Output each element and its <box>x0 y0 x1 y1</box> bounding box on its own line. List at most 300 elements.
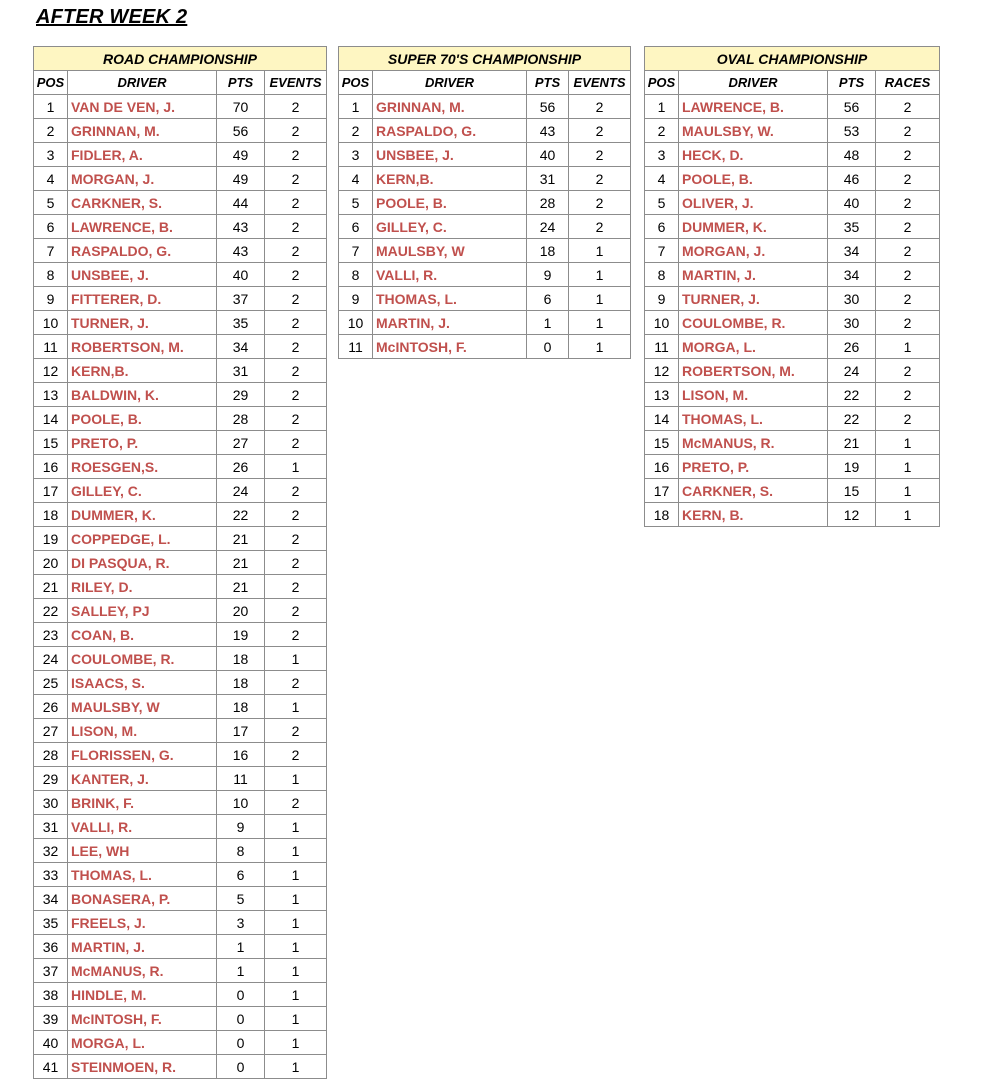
road-championship-table <box>33 46 327 1079</box>
driver-cell: DUMMER, K. <box>68 503 217 527</box>
pos-cell: 34 <box>34 887 68 911</box>
pos-cell: 7 <box>339 239 373 263</box>
table-row <box>34 431 327 455</box>
table-row <box>645 335 940 359</box>
events-cell: 2 <box>265 167 327 191</box>
table-row <box>34 599 327 623</box>
events-cell: 1 <box>265 455 327 479</box>
column-header-events: EVENTS <box>265 71 327 95</box>
races-cell: 2 <box>876 263 940 287</box>
events-cell: 1 <box>265 887 327 911</box>
pts-cell: 70 <box>217 95 265 119</box>
pos-cell: 24 <box>34 647 68 671</box>
events-cell: 2 <box>265 503 327 527</box>
pts-cell: 21 <box>828 431 876 455</box>
pts-cell: 6 <box>217 863 265 887</box>
driver-cell: GRINNAN, M. <box>68 119 217 143</box>
races-cell: 2 <box>876 215 940 239</box>
pos-cell: 19 <box>34 527 68 551</box>
races-cell: 2 <box>876 239 940 263</box>
table-row <box>34 1007 327 1031</box>
pos-cell: 5 <box>34 191 68 215</box>
pts-cell: 46 <box>828 167 876 191</box>
driver-cell: CARKNER, S. <box>68 191 217 215</box>
table-title: SUPER 70'S CHAMPIONSHIP <box>339 47 631 71</box>
driver-cell: RASPALDO, G. <box>68 239 217 263</box>
races-cell: 1 <box>876 455 940 479</box>
driver-cell: FITTERER, D. <box>68 287 217 311</box>
table-row <box>645 287 940 311</box>
driver-cell: POOLE, B. <box>679 167 828 191</box>
driver-cell: LEE, WH <box>68 839 217 863</box>
driver-cell: GRINNAN, M. <box>373 95 527 119</box>
events-cell: 1 <box>569 287 631 311</box>
pos-cell: 35 <box>34 911 68 935</box>
driver-cell: MORGA, L. <box>68 1031 217 1055</box>
pos-cell: 17 <box>645 479 679 503</box>
pos-cell: 10 <box>339 311 373 335</box>
table-row <box>34 455 327 479</box>
events-cell: 2 <box>265 383 327 407</box>
pts-cell: 49 <box>217 167 265 191</box>
driver-cell: HECK, D. <box>679 143 828 167</box>
pts-cell: 18 <box>217 647 265 671</box>
driver-cell: STEINMOEN, R. <box>68 1055 217 1079</box>
pos-cell: 32 <box>34 839 68 863</box>
table-row <box>645 215 940 239</box>
pts-cell: 10 <box>217 791 265 815</box>
pos-cell: 20 <box>34 551 68 575</box>
events-cell: 2 <box>265 575 327 599</box>
pos-cell: 38 <box>34 983 68 1007</box>
driver-cell: McMANUS, R. <box>679 431 828 455</box>
pts-cell: 48 <box>828 143 876 167</box>
pts-cell: 40 <box>217 263 265 287</box>
table-row <box>34 815 327 839</box>
pts-cell: 30 <box>828 311 876 335</box>
driver-cell: LISON, M. <box>68 719 217 743</box>
pts-cell: 16 <box>217 743 265 767</box>
driver-cell: MARTIN, J. <box>679 263 828 287</box>
pos-cell: 8 <box>645 263 679 287</box>
pos-cell: 9 <box>34 287 68 311</box>
table-row <box>645 503 940 527</box>
pts-cell: 27 <box>217 431 265 455</box>
pos-cell: 9 <box>645 287 679 311</box>
events-cell: 1 <box>265 983 327 1007</box>
column-header-pos: POS <box>645 71 679 95</box>
pos-cell: 28 <box>34 743 68 767</box>
driver-cell: ROBERTSON, M. <box>679 359 828 383</box>
driver-cell: TURNER, J. <box>68 311 217 335</box>
pos-cell: 4 <box>645 167 679 191</box>
events-cell: 2 <box>569 95 631 119</box>
pos-cell: 3 <box>645 143 679 167</box>
pts-cell: 44 <box>217 191 265 215</box>
pos-cell: 14 <box>34 407 68 431</box>
table-row <box>645 383 940 407</box>
table-row <box>645 191 940 215</box>
driver-cell: MORGAN, J. <box>68 167 217 191</box>
table-row <box>34 479 327 503</box>
pos-cell: 6 <box>34 215 68 239</box>
pos-cell: 29 <box>34 767 68 791</box>
driver-cell: RASPALDO, G. <box>373 119 527 143</box>
table-row <box>34 311 327 335</box>
events-cell: 1 <box>265 1055 327 1079</box>
pos-cell: 2 <box>34 119 68 143</box>
races-cell: 2 <box>876 383 940 407</box>
table-row <box>339 191 631 215</box>
pts-cell: 28 <box>527 191 569 215</box>
pts-cell: 56 <box>527 95 569 119</box>
pts-cell: 0 <box>217 1055 265 1079</box>
driver-cell: PRETO, P. <box>68 431 217 455</box>
table-row <box>34 119 327 143</box>
events-cell: 2 <box>265 479 327 503</box>
driver-cell: THOMAS, L. <box>373 287 527 311</box>
table-row <box>645 455 940 479</box>
pts-cell: 11 <box>217 767 265 791</box>
events-cell: 2 <box>265 527 327 551</box>
driver-cell: POOLE, B. <box>373 191 527 215</box>
table-row <box>34 551 327 575</box>
pts-cell: 31 <box>527 167 569 191</box>
driver-cell: BONASERA, P. <box>68 887 217 911</box>
pts-cell: 1 <box>527 311 569 335</box>
table-row <box>339 287 631 311</box>
table-row <box>645 119 940 143</box>
table-row <box>339 119 631 143</box>
column-header-pos: POS <box>34 71 68 95</box>
pts-cell: 9 <box>217 815 265 839</box>
driver-cell: LAWRENCE, B. <box>679 95 828 119</box>
pos-cell: 11 <box>645 335 679 359</box>
events-cell: 1 <box>265 839 327 863</box>
pos-cell: 21 <box>34 575 68 599</box>
column-header-pts: PTS <box>527 71 569 95</box>
column-header-driver: DRIVER <box>373 71 527 95</box>
pos-cell: 13 <box>34 383 68 407</box>
driver-cell: CARKNER, S. <box>679 479 828 503</box>
events-cell: 2 <box>265 191 327 215</box>
table-row <box>339 143 631 167</box>
driver-cell: BALDWIN, K. <box>68 383 217 407</box>
table-title: ROAD CHAMPIONSHIP <box>34 47 327 71</box>
driver-cell: DUMMER, K. <box>679 215 828 239</box>
table-row <box>339 167 631 191</box>
events-cell: 2 <box>265 671 327 695</box>
pos-cell: 10 <box>645 311 679 335</box>
pts-cell: 24 <box>527 215 569 239</box>
pos-cell: 41 <box>34 1055 68 1079</box>
pos-cell: 8 <box>339 263 373 287</box>
pts-cell: 21 <box>217 527 265 551</box>
events-cell: 1 <box>265 911 327 935</box>
races-cell: 1 <box>876 335 940 359</box>
pts-cell: 34 <box>828 239 876 263</box>
pts-cell: 18 <box>527 239 569 263</box>
pos-cell: 1 <box>339 95 373 119</box>
events-cell: 2 <box>265 791 327 815</box>
events-cell: 2 <box>265 743 327 767</box>
pts-cell: 22 <box>217 503 265 527</box>
table-row <box>34 623 327 647</box>
pos-cell: 11 <box>34 335 68 359</box>
pos-cell: 25 <box>34 671 68 695</box>
pos-cell: 18 <box>34 503 68 527</box>
events-cell: 2 <box>265 431 327 455</box>
driver-cell: MAULSBY, W <box>68 695 217 719</box>
races-cell: 2 <box>876 143 940 167</box>
driver-cell: MAULSBY, W. <box>679 119 828 143</box>
events-cell: 2 <box>569 167 631 191</box>
races-cell: 1 <box>876 431 940 455</box>
pos-cell: 3 <box>34 143 68 167</box>
pos-cell: 27 <box>34 719 68 743</box>
events-cell: 1 <box>569 335 631 359</box>
pts-cell: 18 <box>217 695 265 719</box>
table-row <box>34 935 327 959</box>
driver-cell: FIDLER, A. <box>68 143 217 167</box>
events-cell: 2 <box>265 311 327 335</box>
pos-cell: 37 <box>34 959 68 983</box>
pos-cell: 36 <box>34 935 68 959</box>
driver-cell: ROESGEN,S. <box>68 455 217 479</box>
pos-cell: 7 <box>645 239 679 263</box>
pts-cell: 26 <box>828 335 876 359</box>
table-row <box>645 311 940 335</box>
events-cell: 1 <box>569 263 631 287</box>
pts-cell: 15 <box>828 479 876 503</box>
events-cell: 2 <box>265 551 327 575</box>
table-row <box>339 215 631 239</box>
driver-cell: MAULSBY, W <box>373 239 527 263</box>
driver-cell: COAN, B. <box>68 623 217 647</box>
table-row <box>34 335 327 359</box>
table-row <box>34 887 327 911</box>
driver-cell: THOMAS, L. <box>68 863 217 887</box>
column-header-races: RACES <box>876 71 940 95</box>
pos-cell: 8 <box>34 263 68 287</box>
pts-cell: 6 <box>527 287 569 311</box>
driver-cell: FLORISSEN, G. <box>68 743 217 767</box>
pos-cell: 22 <box>34 599 68 623</box>
pts-cell: 22 <box>828 407 876 431</box>
driver-cell: McINTOSH, F. <box>373 335 527 359</box>
events-cell: 2 <box>569 119 631 143</box>
driver-cell: SALLEY, PJ <box>68 599 217 623</box>
driver-cell: UNSBEE, J. <box>373 143 527 167</box>
events-cell: 2 <box>569 143 631 167</box>
table-row <box>34 383 327 407</box>
table-row <box>645 407 940 431</box>
pts-cell: 53 <box>828 119 876 143</box>
driver-cell: KERN,B. <box>68 359 217 383</box>
table-row <box>34 1031 327 1055</box>
table-row <box>34 647 327 671</box>
driver-cell: RILEY, D. <box>68 575 217 599</box>
pos-cell: 30 <box>34 791 68 815</box>
pts-cell: 0 <box>217 983 265 1007</box>
table-row <box>34 143 327 167</box>
driver-cell: PRETO, P. <box>679 455 828 479</box>
pos-cell: 5 <box>339 191 373 215</box>
table-row <box>645 359 940 383</box>
table-row <box>645 263 940 287</box>
pos-cell: 12 <box>34 359 68 383</box>
table-row <box>34 407 327 431</box>
table-row <box>645 431 940 455</box>
column-header-driver: DRIVER <box>68 71 217 95</box>
events-cell: 2 <box>265 287 327 311</box>
events-cell: 1 <box>265 959 327 983</box>
events-cell: 2 <box>569 191 631 215</box>
driver-cell: KANTER, J. <box>68 767 217 791</box>
table-row <box>339 335 631 359</box>
pos-cell: 31 <box>34 815 68 839</box>
pts-cell: 43 <box>527 119 569 143</box>
driver-cell: MARTIN, J. <box>68 935 217 959</box>
pos-cell: 40 <box>34 1031 68 1055</box>
events-cell: 1 <box>265 863 327 887</box>
pos-cell: 16 <box>34 455 68 479</box>
pts-cell: 8 <box>217 839 265 863</box>
table-row <box>339 239 631 263</box>
pts-cell: 37 <box>217 287 265 311</box>
table-row <box>34 1055 327 1079</box>
pos-cell: 4 <box>34 167 68 191</box>
table-row <box>34 359 327 383</box>
pos-cell: 6 <box>339 215 373 239</box>
races-cell: 2 <box>876 119 940 143</box>
events-cell: 2 <box>265 359 327 383</box>
events-cell: 2 <box>265 95 327 119</box>
events-cell: 2 <box>265 239 327 263</box>
pts-cell: 19 <box>828 455 876 479</box>
events-cell: 2 <box>265 215 327 239</box>
pts-cell: 21 <box>217 551 265 575</box>
table-row <box>645 239 940 263</box>
table-row <box>34 167 327 191</box>
pts-cell: 28 <box>217 407 265 431</box>
table-row <box>34 575 327 599</box>
races-cell: 2 <box>876 359 940 383</box>
races-cell: 2 <box>876 167 940 191</box>
races-cell: 2 <box>876 287 940 311</box>
pts-cell: 0 <box>527 335 569 359</box>
table-row <box>34 95 327 119</box>
events-cell: 1 <box>265 935 327 959</box>
pos-cell: 2 <box>339 119 373 143</box>
table-row <box>34 767 327 791</box>
table-row <box>34 695 327 719</box>
table-row <box>34 719 327 743</box>
pos-cell: 2 <box>645 119 679 143</box>
driver-cell: POOLE, B. <box>68 407 217 431</box>
pts-cell: 17 <box>217 719 265 743</box>
pos-cell: 9 <box>339 287 373 311</box>
driver-cell: FREELS, J. <box>68 911 217 935</box>
events-cell: 1 <box>265 647 327 671</box>
driver-cell: COULOMBE, R. <box>679 311 828 335</box>
pts-cell: 9 <box>527 263 569 287</box>
pts-cell: 49 <box>217 143 265 167</box>
driver-cell: MORGAN, J. <box>679 239 828 263</box>
pts-cell: 0 <box>217 1007 265 1031</box>
pos-cell: 5 <box>645 191 679 215</box>
pts-cell: 1 <box>217 959 265 983</box>
pts-cell: 30 <box>828 287 876 311</box>
table-row <box>34 983 327 1007</box>
column-header-pos: POS <box>339 71 373 95</box>
driver-cell: GILLEY, C. <box>373 215 527 239</box>
pts-cell: 40 <box>828 191 876 215</box>
events-cell: 1 <box>569 239 631 263</box>
pts-cell: 19 <box>217 623 265 647</box>
driver-cell: KERN,B. <box>373 167 527 191</box>
events-cell: 2 <box>265 119 327 143</box>
races-cell: 2 <box>876 191 940 215</box>
pts-cell: 35 <box>217 311 265 335</box>
pts-cell: 22 <box>828 383 876 407</box>
driver-cell: GILLEY, C. <box>68 479 217 503</box>
events-cell: 1 <box>265 1007 327 1031</box>
pos-cell: 11 <box>339 335 373 359</box>
pos-cell: 13 <box>645 383 679 407</box>
events-cell: 2 <box>265 143 327 167</box>
driver-cell: OLIVER, J. <box>679 191 828 215</box>
oval-championship-table <box>644 46 940 527</box>
driver-cell: McINTOSH, F. <box>68 1007 217 1031</box>
pos-cell: 15 <box>645 431 679 455</box>
pos-cell: 17 <box>34 479 68 503</box>
table-row <box>645 143 940 167</box>
table-row <box>645 95 940 119</box>
pts-cell: 20 <box>217 599 265 623</box>
driver-cell: MORGA, L. <box>679 335 828 359</box>
driver-cell: THOMAS, L. <box>679 407 828 431</box>
events-cell: 2 <box>569 215 631 239</box>
column-header-driver: DRIVER <box>679 71 828 95</box>
driver-cell: VAN DE VEN, J. <box>68 95 217 119</box>
table-row <box>34 527 327 551</box>
table-title: OVAL CHAMPIONSHIP <box>645 47 940 71</box>
table-row <box>34 911 327 935</box>
column-header-pts: PTS <box>217 71 265 95</box>
events-cell: 1 <box>265 695 327 719</box>
driver-cell: ISAACS, S. <box>68 671 217 695</box>
pts-cell: 0 <box>217 1031 265 1055</box>
pos-cell: 6 <box>645 215 679 239</box>
table-row <box>339 263 631 287</box>
races-cell: 1 <box>876 479 940 503</box>
events-cell: 1 <box>569 311 631 335</box>
driver-cell: BRINK, F. <box>68 791 217 815</box>
pos-cell: 14 <box>645 407 679 431</box>
races-cell: 2 <box>876 311 940 335</box>
pts-cell: 40 <box>527 143 569 167</box>
driver-cell: VALLI, R. <box>373 263 527 287</box>
events-cell: 2 <box>265 599 327 623</box>
super70s-championship-table <box>338 46 631 359</box>
table-row <box>34 791 327 815</box>
driver-cell: LISON, M. <box>679 383 828 407</box>
table-row <box>34 263 327 287</box>
pos-cell: 23 <box>34 623 68 647</box>
pos-cell: 15 <box>34 431 68 455</box>
table-row <box>34 191 327 215</box>
